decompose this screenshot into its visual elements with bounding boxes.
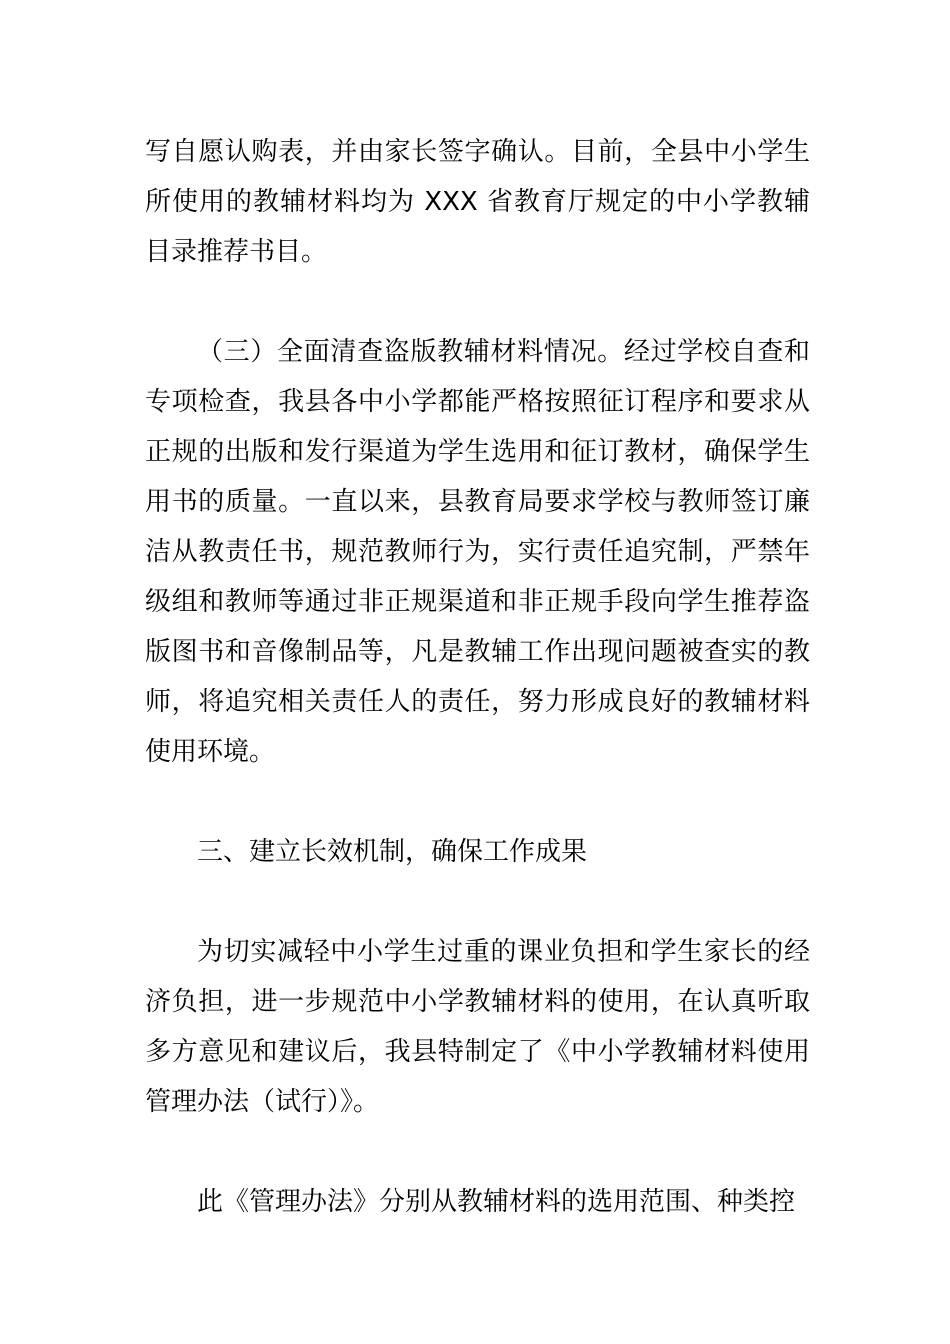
paragraph-gap [145,1127,810,1177]
section-heading: 三、建立长效机制，确保工作成果 [197,837,588,867]
paragraph-gap [145,777,810,827]
paragraph-continuation: 写自愿认购表，并由家长签字确认。目前，全县中小学生所使用的教辅材料均为 XXX 省教育厅规定的中小学教辅目录推荐书目。 [145,137,810,267]
document-body [145,127,810,1227]
paragraph-gap [145,277,810,327]
paragraph-gap [145,877,810,927]
paragraph-management-measures: 此《管理办法》分别从教辅材料的选用范围、种类控 [197,1187,796,1217]
paragraph-piracy-check: （三）全面清查盗版教辅材料情况。经过学校自查和专项检查，我县各中小学都能严格按照征订程序和要求从正规的出版和发行渠道为学生选用和征订教材，确保学生用书的质量。一直以来，县教育局要求学校与教师签订廉洁从教责任书，规范教师行为，实行责任追究制，严禁年级组和教师等通过非正规渠道和非正规手段向学生推荐盗版图书和音像制品等，凡是教辅工作出现问题被查实的教师，将追究相关责任人的责任，努力形成良好的教辅材料使用环境。 [145,337,810,767]
paragraph-regulation: 为切实减轻中小学生过重的课业负担和学生家长的经济负担，进一步规范中小学教辅材料的使用，在认真听取多方意见和建议后，我县特制定了《中小学教辅材料使用管理办法（试行）》。 [145,937,810,1117]
